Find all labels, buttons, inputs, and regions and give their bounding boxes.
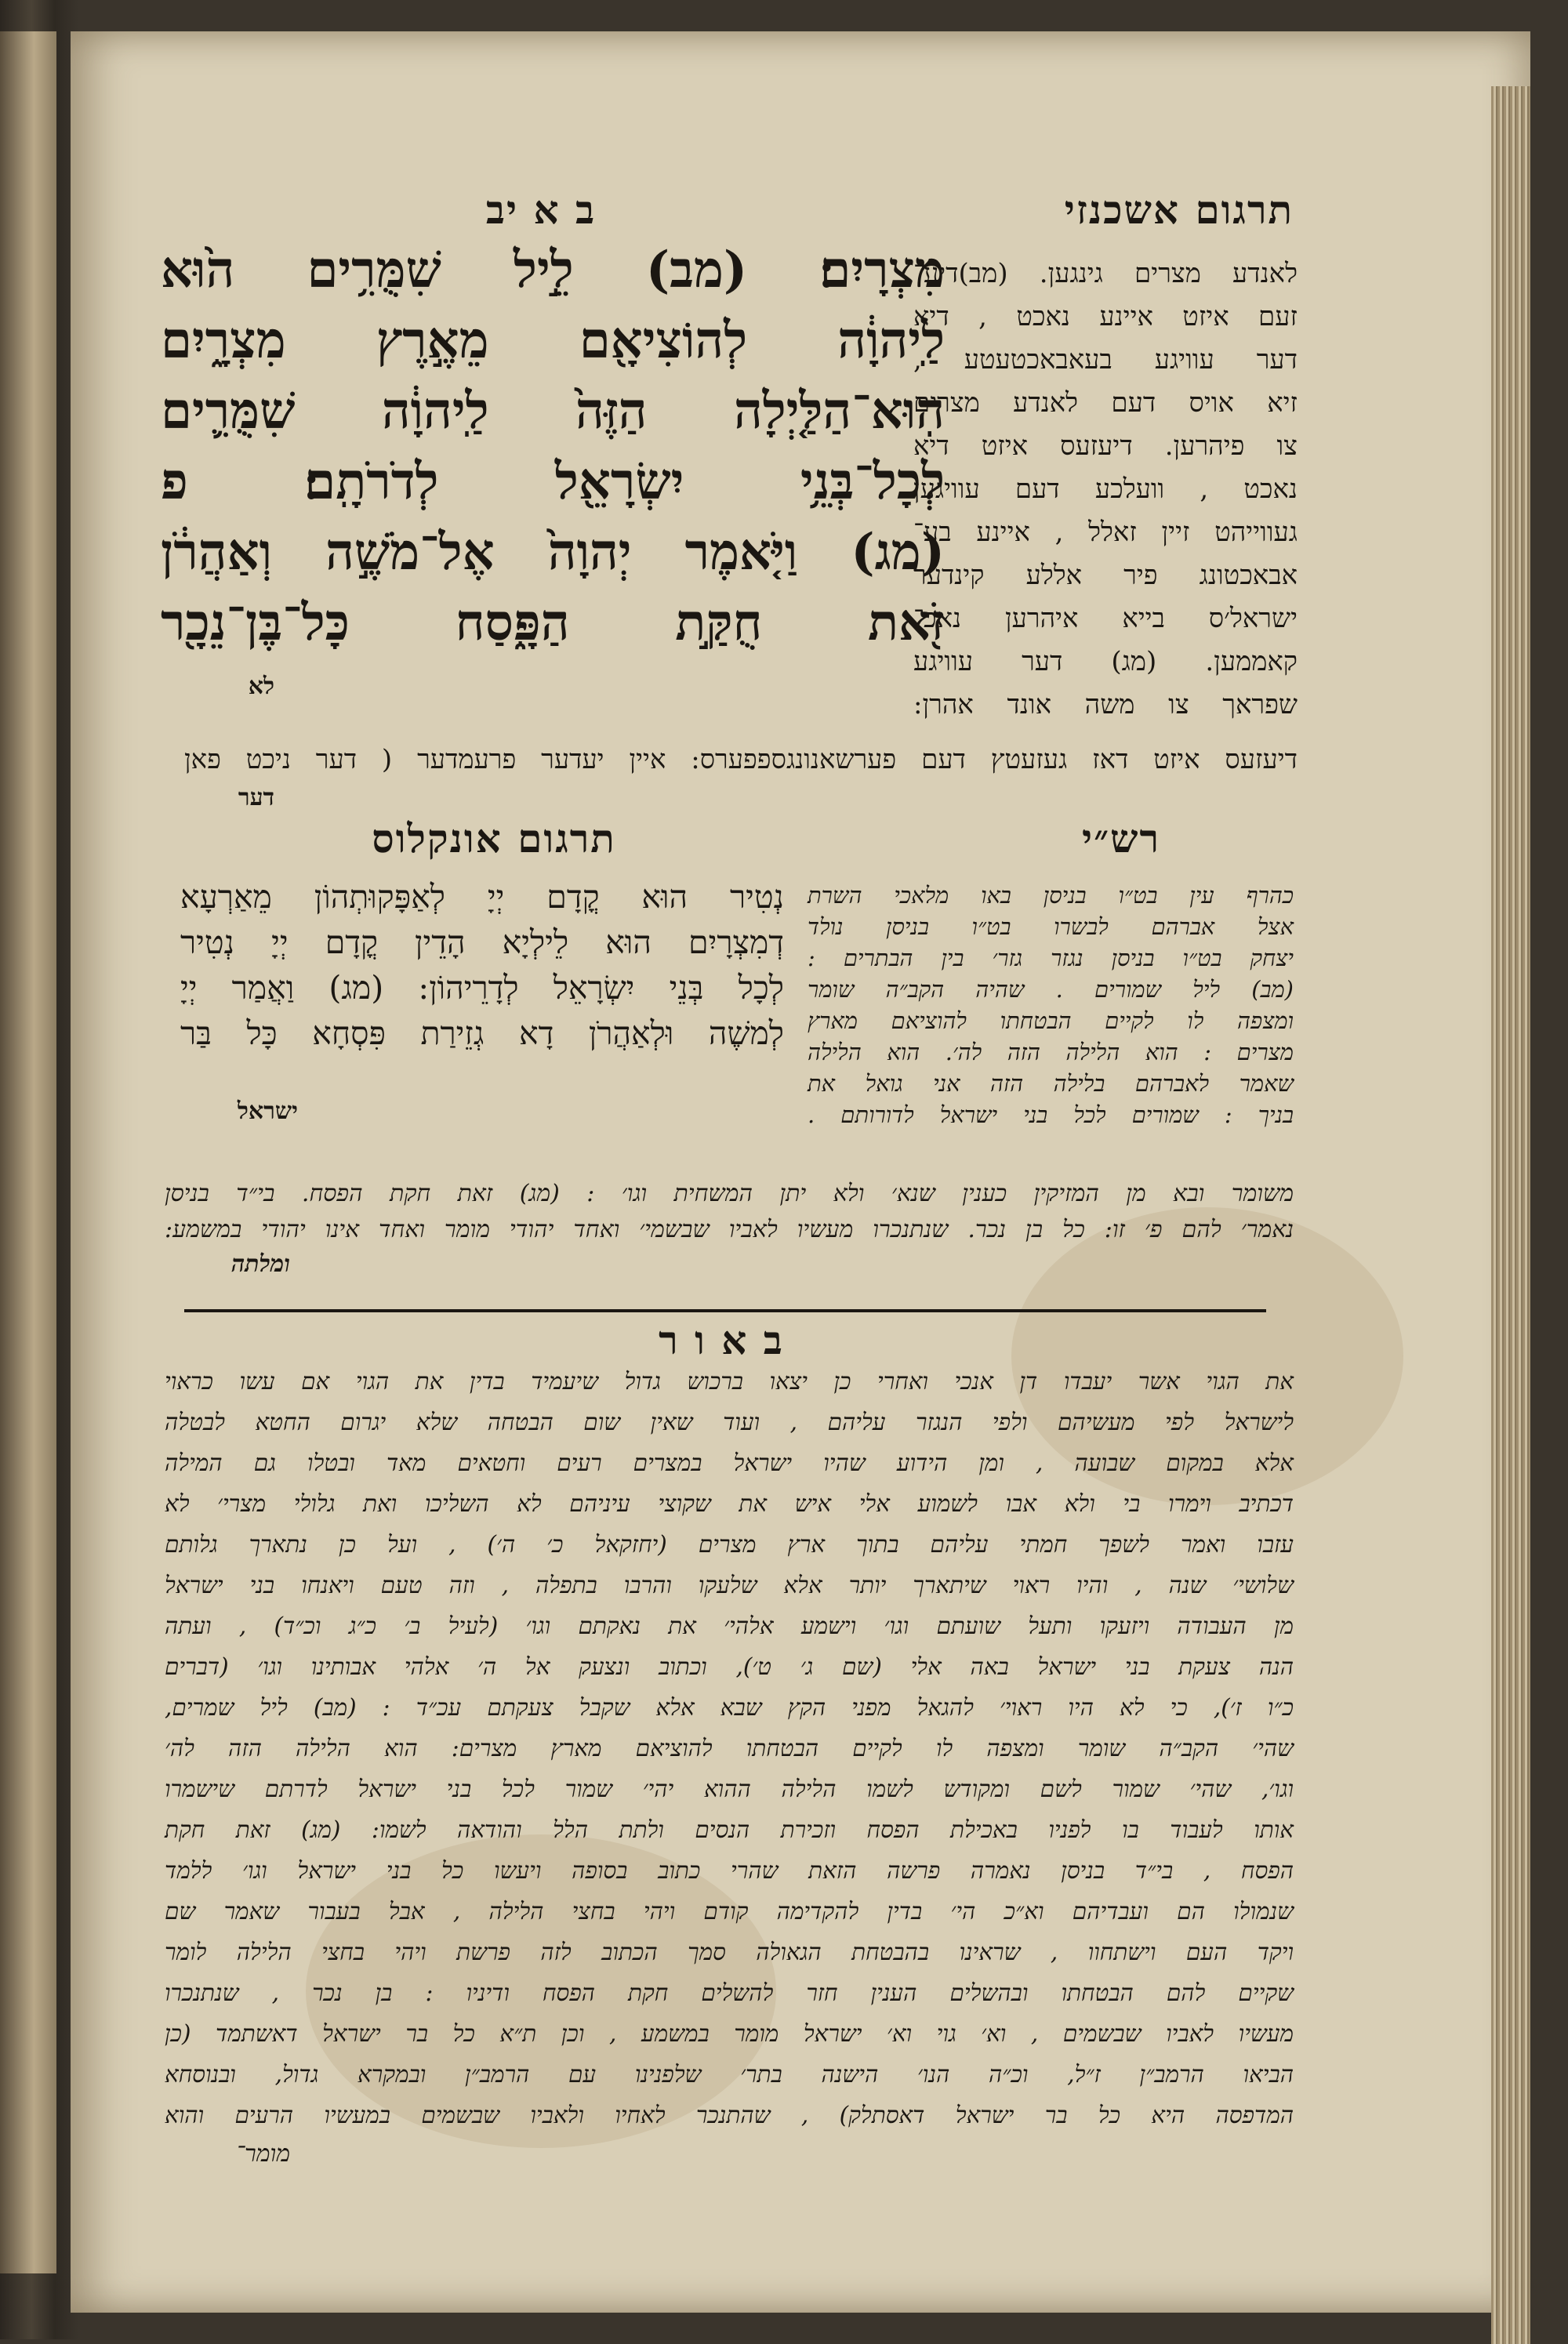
onkelos-catchword: ישראל [237, 1098, 298, 1125]
biur-line: המדפסה היא כל בר ישראל דאסתלק) , שהתנכר לאחיו ולאביו שבשמים במעשיו הרעים והוא [165, 2102, 1294, 2128]
biur-line: הביאו הרמב״ן ז״ל, וכ״ה הנו׳ הישנה בתר׳ שלפנינו עם הרמב״ן ובמקרא גדול, ובנוסחא [165, 2061, 1294, 2088]
rashi-line: יצחק בט״ו בניסן נגזר גזר׳ בין הבתרים : [808, 945, 1294, 971]
bible-line: זֹ֖את חֻקַּ֣ת הַפָּ֑סַח כָּל־בֶּן־נֵכָ֖ר [161, 593, 945, 652]
biur-line: שהי׳ הקב״ה שומר ומצפה לו לקיים הבטחתו להוציאם מארץ מצרים: הוא הלילה הזה לה׳ [165, 1735, 1294, 1762]
running-header-right: תרגום אשכנזי [1064, 187, 1294, 233]
german-translation [913, 252, 1298, 727]
facing-page-edge [0, 31, 56, 2273]
rashi-line: מצרים : הוא הלילה הזה לה׳. הוא הלילה [808, 1039, 1294, 1065]
rashi-line: בניך : שמורים לכל בני ישראל לדורותם . [808, 1101, 1294, 1128]
biur-heading: ב א ו ר [659, 1317, 784, 1363]
biur-line: ויקד העם וישתחוו , שראינו בהבטחת הגאולה סמך הכתוב לזה פרשת ויהי בחצי הלילה לומר [165, 1939, 1294, 1965]
bible-line: מִצְרָיִם׃ (מב) לֵ֣יל שִׁמֻּרִ֥ים ה֙וּא [161, 241, 945, 299]
bible-line: הֽוּא־הַלַּ֤יְלָה הַזֶּה֙ לַֽיהוָ֔ה שִׁמֻּרִ֛ים [161, 382, 945, 441]
biur-line: שקיים להם הבטחתו ובהשלים הענין חזר להשלים חקת הפסח ודיניו : בן נכר , שנתנכרו [165, 1979, 1294, 2006]
bible-catchword: לא [248, 673, 274, 700]
biur-line: דכתיב וימרו בי ולא אבו לשמוע אלי איש את שקוצי עיניהם לא השליכו ואת גלולי מצרי׳ לא [165, 1490, 1294, 1517]
biur-line: הנה צעקת בני ישראל באה אלי (שם ג׳ ט׳), וכתוב ונצעק אל ה׳ אלהי אבותינו וגו׳ (דברים [165, 1653, 1294, 1680]
german-line: זעם איזט איינע נאכט , דיא [913, 301, 1298, 332]
biur-line: אלא במקום שבועה , ומן הידוע שהיו ישראל במצרים רעים וחטאים מאד ובטלו גם המילה [165, 1450, 1294, 1476]
rashi-line: כהרף עין בט״ו בניסן באו מלאכי השרת [808, 882, 1294, 909]
biur-line: לישראל לפי מעשיהם ולפי הנגזר עליהם , ועוד שאין שום הבטחה שלא יגרום החטא לבטלה [165, 1409, 1294, 1435]
german-line: קאממען. (מג) דער עוויגע [913, 646, 1298, 677]
german-line: נאכט , וועלכע דעם עוויגען [913, 474, 1298, 505]
rashi-line: אצל אברהם לבשרו בט״ו בניסן נולד [808, 913, 1294, 940]
rashi-line: ומצפה לו לקיים הבטחתו להוציאם מארץ [808, 1007, 1294, 1034]
onkelos-line: נְטִיר הוּא קֳדָם יְיָ לְאַפָּקוּתְהוֹן מֵאַרְעָא [180, 878, 784, 916]
german-line: געווייהט זיין זאלל , איינע בע־ [913, 517, 1298, 548]
onkelos-heading: תרגום אונקלוס [372, 815, 616, 862]
german-line: דיעזעס איזט דאז געזעטץ דעם פערשאנונגספפערס: איין יעדער פרעמדער ( דער ניכט פאן [184, 744, 1298, 775]
rashi-line: שאמר לאברהם בלילה הזה אני גואל את [808, 1070, 1294, 1097]
biur-line: עזבו ואמר לשפך חמתי עליהם בתוך ארץ מצרים (יחזקאל כ׳ ה׳) , ועל כן נתארך גלותם [165, 1531, 1294, 1558]
onkelos-line: דְמִצְרָיִם הוּא לֵילְיָא הָדֵין קֳדָם יְיָ נְטִיר [180, 923, 784, 961]
rashi-heading: רש״י [1081, 815, 1161, 862]
onkelos-text [180, 878, 784, 1060]
biur-line: את הגוי אשר יעבדו דן אנכי ואחרי כן יצאו ברכוש גדול שיעמיד בדין את הגוי אם עשו כראוי [165, 1368, 1294, 1395]
biur-catchword: מומר־ [235, 2140, 290, 2168]
onkelos-line: לְכָל בְּנֵי יִשְׂרָאֵל לְדָרֵיהוֹן: (מג) וַאֲמַר יְיָ [180, 969, 784, 1007]
german-line: זיא אויס דעם לאנדע מצרים [913, 387, 1298, 419]
rashi-line: משומר ובא מן המזיקין כענין שנא׳ ולא יתן המשחית וגו׳ : (מג) זאת חקת הפסח. בי״ד בניסן [165, 1180, 1294, 1207]
biur-text [165, 1368, 1294, 2143]
biur-line: מעשיו לאביו שבשמים , וא׳ גוי וא׳ ישראל מומר במשמע , וכן ת״א כל בר ישראל דאשתמד (כן [165, 2020, 1294, 2047]
section-divider [184, 1309, 1266, 1312]
running-header-chapter: ב א יב [485, 187, 597, 233]
rashi-line: נאמר׳ להם פ׳ זו: כל בן נכר. שנתנכרו מעשיו לאביו שבשמי׳ ואחד יהודי מומר ואחד אינו יהודי במשמע: [165, 1216, 1294, 1243]
german-catchword: דער [238, 784, 274, 811]
german-full-line [184, 738, 1298, 782]
biur-line: מן העבודה ויזעקו ותעל שועתם וגו׳ וישמע אלהי׳ את נאקתם וגו׳ (לעיל ב׳ כ״ג וכ״ד) , ועתה [165, 1613, 1294, 1639]
bible-text [161, 235, 945, 659]
rashi-text [808, 882, 1294, 1133]
rashi-continuation [165, 1180, 1294, 1252]
biur-line: אותו לעבוד בו לפניו באכילת הפסח וזכירת הנסים ולתת הלל והודאה לשמו: (מג) זאת חקת [165, 1816, 1294, 1843]
biur-line: שלושי׳ שנה , והיו ראוי שיתארך יותר אלא שלעקו והרבו בתפלה , וזה טעם ויאנחו בני ישראל [165, 1572, 1294, 1598]
biur-line: שנמולו הם ועבדיהם וא״כ הי׳ בדין להקדימה קודם ויהי בחצי הלילה , אבל בעבור שאמר שם [165, 1898, 1294, 1925]
german-line: ישראל׳ס בייא איהרען נאכ־ [913, 603, 1298, 634]
german-line: אבאכטונג פיר אללע קינדער [913, 560, 1298, 591]
bible-line: לְכָל־בְּנֵ֥י יִשְׂרָאֵ֖ל לְדֹרֹתָֽם׃ פ [161, 452, 945, 511]
rashi-line: (מב) ליל שמורים . שהיה הקב״ה שומר [808, 976, 1294, 1003]
biur-line: הפסח , בי״ד בניסן נאמרה פרשה הזאת שהרי כתוב בסופה ויעשו כל בני ישראל וגו׳ ללמד [165, 1857, 1294, 1884]
page-fore-edge [1491, 86, 1530, 2344]
onkelos-line: לְמשֶׁה וּלְאַהֲרֹן דָא גְזֵירַת פִּסְחָא כָּל בַּר [180, 1014, 784, 1052]
biur-line: וגו׳, שהי׳ שמור לשם ומקודש לשמו הלילה ההוא יהי׳ שמור לכל בני ישראל לדרתם שישמרו [165, 1776, 1294, 1802]
bible-line: (מג) וַיֹּ֤אמֶר יְהוָה֙ אֶל־מֹשֶׁ֣ה וְאַהֲרֹ֔ן [161, 523, 945, 582]
german-line: שפראך צו משה אונד אהרן: [913, 689, 1298, 720]
rashi-catchword: ומלתה [230, 1250, 290, 1278]
bible-line: לַֽיהוָ֔ה לְהוֹצִיאָ֖ם מֵאֶ֣רֶץ מִצְרָ֑יִם [161, 311, 945, 370]
german-line: דער עוויגע בעאבאכטעטע , [913, 344, 1298, 376]
german-line: צו פיהרען. דיעזעס איזט דיא [913, 430, 1298, 462]
biur-line: כ״ו ז׳), כי לא היו ראוי׳ להגאל מפני הקץ שבא אלא שקבל צעקתם עכ״ד : (מב) ליל שמרים, [165, 1694, 1294, 1721]
german-line: לאנדע מצרים גינגען. (מב)דיע־ [913, 258, 1298, 289]
